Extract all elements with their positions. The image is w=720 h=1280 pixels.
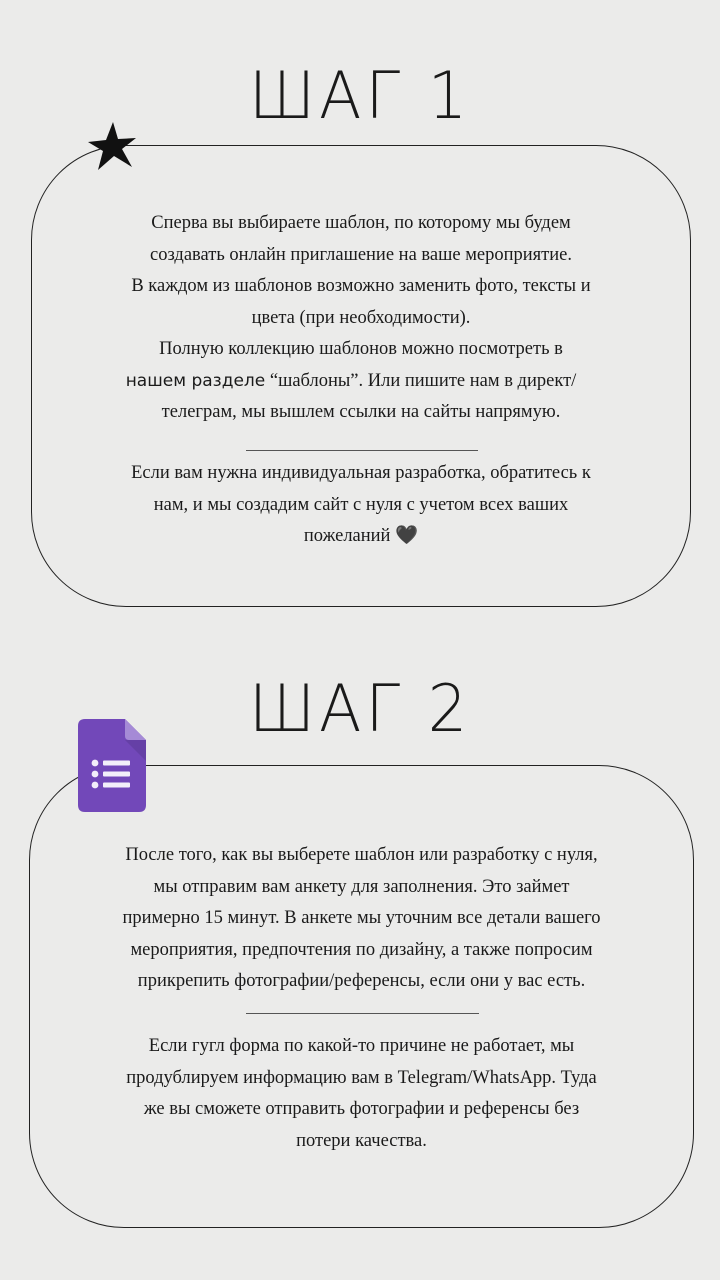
text-line: же вы сможете отправить фотографии и референсы без bbox=[143, 1099, 580, 1119]
divider bbox=[246, 1013, 479, 1014]
text-line: Полную коллекцию шаблонов можно посмотреть в bbox=[159, 339, 563, 359]
text-line: цвета (при необходимости). bbox=[251, 307, 471, 328]
text-line: Если вам нужна индивидуальная разработка, обратитесь к bbox=[131, 463, 591, 483]
divider bbox=[246, 450, 478, 451]
text-line: примерно 15 минут. В анкете мы уточним все детали вашего bbox=[122, 908, 601, 928]
text-line: прикрепить фотографии/референсы, если они у вас есть. bbox=[137, 971, 586, 991]
text-line: В каждом из шаблонов возможно заменить фото, тексты и bbox=[131, 276, 591, 296]
text-line: Сперва вы выбираете шаблон, по которому мы будем bbox=[151, 213, 571, 233]
text-line: мероприятия, предпочтения по дизайну, а также попросим bbox=[130, 939, 593, 960]
step-2-fallback-note bbox=[30, 1031, 693, 1157]
text-line: создавать онлайн приглашение на ваше мероприятие. bbox=[149, 244, 572, 265]
step-2-description bbox=[30, 840, 693, 998]
google-forms-icon bbox=[78, 719, 146, 812]
text-line: продублируем информацию вам в Telegram/WhatsApp. Туда bbox=[126, 1067, 597, 1088]
step-1-title: ШАГ 1 bbox=[248, 57, 472, 134]
step-1-card bbox=[31, 145, 691, 607]
templates-section-link[interactable]: нашем разделе bbox=[125, 370, 266, 391]
step-2-title: ШАГ 2 bbox=[248, 670, 472, 747]
text-line: пожеланий 🖤 bbox=[303, 526, 419, 546]
text-line bbox=[32, 366, 690, 398]
text-line: После того, как вы выберете шаблон или разработку с нуля, bbox=[125, 845, 598, 865]
step-1-custom-note bbox=[32, 458, 690, 553]
text-line-rest: “шаблоны”. Или пишите нам в директ/ bbox=[265, 370, 577, 391]
step-1-description bbox=[32, 208, 690, 429]
text-line: нам, и мы создадим сайт с нуля с учетом всех ваших bbox=[153, 494, 569, 515]
star-icon bbox=[86, 120, 138, 172]
text-line: Если гугл форма по какой-то причине не работает, мы bbox=[148, 1036, 575, 1056]
text-line: телеграм, мы вышлем ссылки на сайты напрямую. bbox=[161, 402, 561, 422]
step-2-card bbox=[29, 765, 694, 1228]
text-line: потери качества. bbox=[296, 1130, 427, 1151]
text-line: мы отправим вам анкету для заполнения. Это займет bbox=[153, 876, 570, 897]
